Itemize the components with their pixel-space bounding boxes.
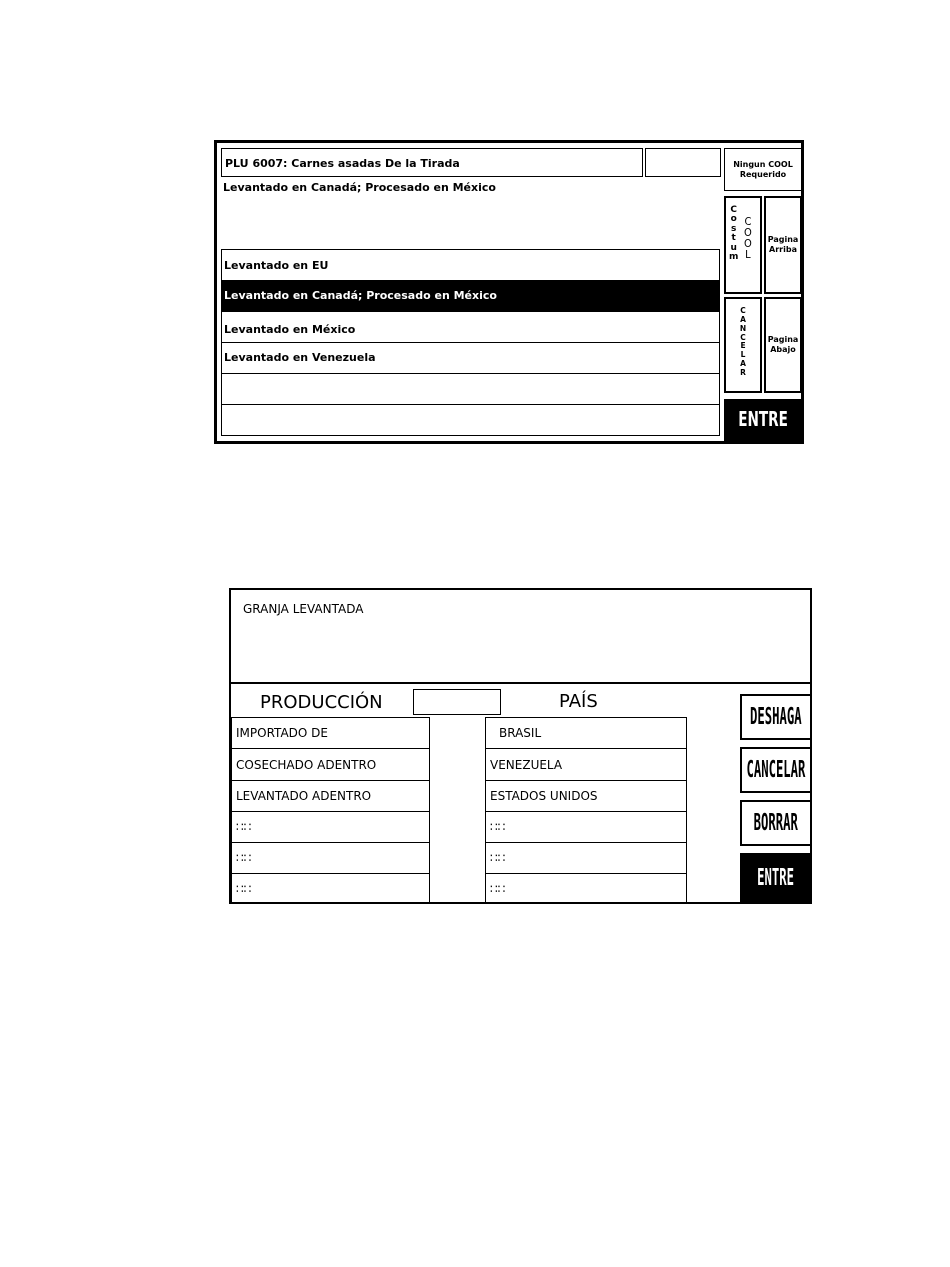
list-item[interactable]: [221, 373, 720, 405]
deshaga-button[interactable]: DESHAGA: [740, 694, 812, 740]
list-item[interactable]: [221, 404, 720, 436]
country-item[interactable]: ∷∷: [485, 811, 687, 843]
ningun-cool-requerido-button[interactable]: Ningun COOL Requerido: [724, 148, 802, 191]
plu-header: [221, 148, 643, 177]
costum-label: C o s t u m: [729, 205, 739, 263]
country-item[interactable]: BRASIL: [485, 717, 687, 749]
list-item[interactable]: Levantado en Venezuela: [221, 342, 720, 374]
plu-header-box: [645, 148, 721, 177]
selected-origin-summary: Levantado en Canadá; Procesado en México: [223, 181, 496, 194]
production-item[interactable]: LEVANTADO ADENTRO: [231, 780, 430, 812]
production-item[interactable]: ∷∷: [231, 873, 430, 904]
produccion-header: PRODUCCIÓN: [260, 692, 383, 713]
title-area: [231, 590, 810, 684]
list-item[interactable]: Levantado en EU: [221, 249, 720, 281]
entre-button[interactable]: ENTRE: [724, 399, 802, 441]
production-item[interactable]: COSECHADO ADENTRO: [231, 748, 430, 781]
production-item[interactable]: IMPORTADO DE: [231, 717, 430, 749]
country-item[interactable]: VENEZUELA: [485, 748, 687, 781]
pais-header: PAÍS: [559, 691, 598, 712]
country-item[interactable]: ∷∷: [485, 842, 687, 874]
screen-title: GRANJA LEVANTADA: [243, 602, 364, 616]
country-item[interactable]: ∷∷: [485, 873, 687, 904]
plu-title: PLU 6007: Carnes asadas De la Tirada: [225, 157, 460, 170]
production-item[interactable]: ∷∷: [231, 811, 430, 843]
costum-cool-button[interactable]: [724, 196, 762, 294]
cancelar-button[interactable]: [724, 297, 762, 393]
cool-label: C O O L: [744, 215, 752, 261]
country-item[interactable]: ESTADOS UNIDOS: [485, 780, 687, 812]
pagina-arriba-button[interactable]: Pagina Arriba: [764, 196, 802, 294]
entre-button[interactable]: ENTRE: [740, 853, 812, 902]
list-item-selected[interactable]: Levantado en Canadá; Procesado en México: [221, 280, 720, 312]
borrar-button[interactable]: BORRAR: [740, 800, 812, 846]
cancelar-button[interactable]: CANCELAR: [740, 747, 812, 793]
header-box: [413, 689, 501, 715]
pagina-abajo-button[interactable]: Pagina Abajo: [764, 297, 802, 393]
production-item[interactable]: ∷∷: [231, 842, 430, 874]
cool-selection-screen: [214, 140, 804, 444]
list-item[interactable]: Levantado en México: [221, 311, 720, 343]
granja-levantada-screen: [229, 588, 812, 904]
cancelar-label: C A N C E L A R: [739, 306, 747, 377]
